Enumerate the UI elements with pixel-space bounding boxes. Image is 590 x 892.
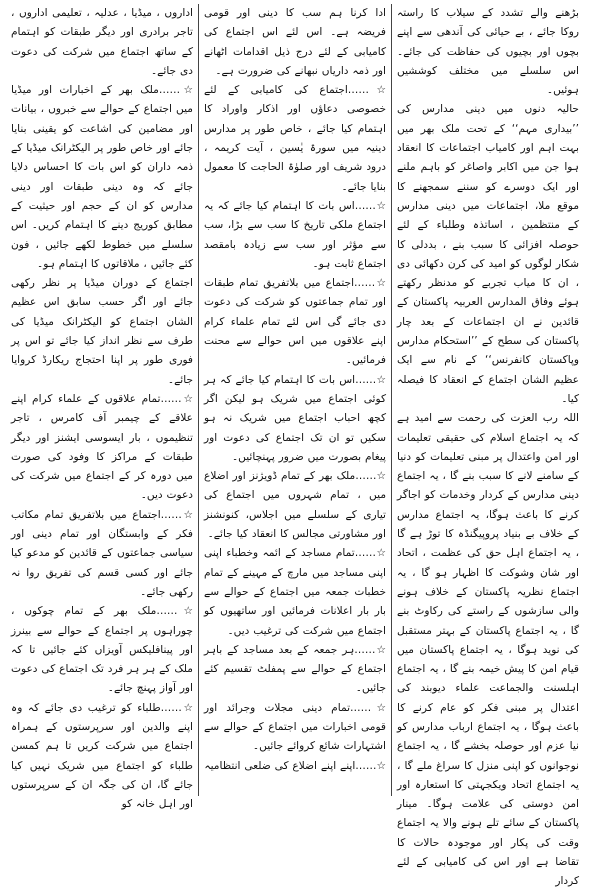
bullet-paragraph: ☆……اپنے اپنے اضلاع کی ضلعی انتظامیہ	[204, 759, 386, 772]
paragraph: اجتماع کے دوران میڈیا پر نظر رکھی جائے اور اگر حسب سابق اس عظیم الشان اجتماع کو الیکٹرانک میڈیا کی طرف سے نظر انداز کیا جائے تو اس پر فوری طور پر اپنا احتجاج ریکارڈ کروایا جائے۔	[11, 277, 193, 386]
bullet-paragraph: ☆……اجتماع میں بلاتفریق تمام مکاتب فکر کے وابستگان اور تمام دینی اور سیاسی جماعتوں کے قائدین کو مدعو کیا جائے اور کسی قسم کی تفریق روا نہ رکھی جائے۔	[11, 508, 193, 598]
paragraph: اللہ رب العزت کی رحمت سے امید ہے کہ یہ اجتماع اسلام کی حقیقی تعلیمات اور امن واعتدال پر مبنی تعلیمات کو دنیا کے سامنے لانے کا سبب بنے گا ، یہ اجتماع دینی مدارس کے کردار وخدمات کو اجاگر کرنے کا باعث ہوگا، یہ اجتماع مدارس کے خلاف بے بنیاد پروپیگنڈہ کا توڑ ہے گا ، یہ اجتماع اہل حق کی عظمت ، اتحاد اور شان وشوکت کا اظہار ہو گا ، یہ اجتماع نظریہ پاکستان کے خلاف ہونے والی سازشوں کے راستے کی رکاوٹ بنے گا ، یہ اجتماع پاکستان کے بہتر مستقبل کی نوید ہوگا ، یہ اجتماع پاکستان میں قیام امن کا پیش خیمہ بنے گا ، یہ اجتماع اہلسنت والجماعت علماء دیوبند کی اعتدال پر مبنی فکر کو عام کرنے کا باعث ہوگا ، یہ اجتماع ارباب مدارس کو نیا عزم اور حوصلہ بخشے گا ، یہ اجتماع نوجوانوں کو اپنی منزل کا سراغ ملے گا ، یہ اجتماع اتحاد ویکجہتی کا استعارہ اور امن دوستی کی علامت ہوگا۔ مینار پاکستان کے سائے تلے ہونے والا یہ اجتماع وقت کی پکار اور موجودہ حالات کا تقاضا ہے اور اس کی کامیابی کے لئے کردار	[397, 412, 579, 888]
bullet-paragraph: ☆……طلباء کو ترغیب دی جائے کہ وہ اپنے والدین اور سرپرستوں کے ہمراہ اجتماع میں شرکت کریں تا ہم کمسن طلباء کو اجتماع میں شریک نہیں کیا جائے گا، ان کی جگہ ان کے سرپرستوں اور اہل خانہ کو	[11, 701, 193, 811]
bullet-paragraph: ☆……اجتماع کی کامیابی کے لئے خصوصی دعاؤں اور اذکار واوراد کا اہتمام کیا جائے ، خاص طور پر مدارس دینیہ میں سورۃ یٰسین ، آیت کریمہ ، درود شریف اور صلوٰۃ الحاجت کا معمول بنایا جائے۔	[204, 84, 386, 193]
paragraph: حالیہ دنوں میں دینی مدارس کی ’’بیداری مہم‘‘ کے تحت ملک بھر میں بہت اہم اور کامیاب اجتماعات کا انعقاد ہوا جن میں اکابر واصاغر کو باہم ملنے اور ایک دوسرے کو سننے سمجھنے کا موقع ملا، اجتماعات میں دینی مدارس کے منتظمین ، اساتذہ وطلباء کے لئے حوصلہ افزائی کا سبب بنے ، بددلی کا شکار لوگوں کو امید کی کرن دکھائی دی ، ان کا میاب تجربے کو مدنظر رکھتے ہوئے وفاق المدارس العربیہ پاکستان کے قائدین نے ان اجتماعات کے بعد چار پاکستان کی سطح کے ’’استحکام مدارس وپاکستان کانفرنس‘‘ کے نام سے ایک عظیم الشان اجتماع کے انعقاد کا فیصلہ کیا۔	[397, 103, 579, 405]
bullet-paragraph: ☆……اس بات کا اہتمام کیا جائے کہ ہر کوئی اجتماع میں شریک ہو لیکن اگر کچھ احباب اجتماع میں شریک نہ ہو سکیں تو ان تک اجتماع کی دعوت اور پیغام بصورت میں ضرور پہنچائیں۔	[204, 373, 386, 463]
bullet-paragraph: ☆……ملک بھر کے اخبارات اور میڈیا میں اجتماع کے حوالے سے خبروں ، بیانات اور مضامین کی اشاعت کو یقینی بنایا جائے اور خاص طور پر الیکٹرانک میڈیا کے ذمہ داران کو اس بات کا احساس دلایا جائے کہ وہ دینی طبقات اور دینی مدارس کو ان کے حجم اور حیثیت کے مطابق کوریج دینے کا اہتمام کریں۔ اس سلسلے میں خطوط لکھے جائیں ، فون کئے جائیں ، ملاقاتوں کا اہتمام ہو۔	[11, 84, 193, 270]
bullet-paragraph: ☆……ملک بھر کے تمام ڈویژنز اور اضلاع میں ، تمام شہروں میں اجتماع کی تیاری کے سلسلے میں اجلاس، کنونشنز اور مشاورتی مجالس کا انعقاد کیا جائے۔	[204, 470, 386, 541]
bullet-paragraph: ☆……اس بات کا اہتمام کیا جائے کہ یہ اجتماع ملکی تاریخ کا سب سے بڑا، سب سے مؤثر اور سب سے زیادہ بامقصد اجتماع ثابت ہو۔	[204, 199, 386, 270]
bullet-paragraph: ☆……ہر جمعہ کے بعد مساجد کے باہر اجتماع کے حوالے سے پمفلٹ تقسیم کئے جائیں۔	[204, 643, 386, 695]
paragraph: بڑھنے والے تشدد کے سیلاب کا راستہ روکا جائے ، بے حیائی کی آندھی سے اپنے بچوں اور بچیوں کی حفاظت کی جائے۔ اس سلسلے میں مختلف کوششیں ہوئیں۔	[397, 7, 579, 97]
column-left	[6, 4, 199, 811]
column-middle	[199, 4, 392, 796]
bullet-paragraph: ☆……تمام مساجد کے ائمہ وخطباء اپنی اپنی مساجد میں مارچ کے مہینے کے تمام خطبات جمعہ میں اجتماع کے حوالے سے بار بار اعلانات فرمائیں اور ساتھیوں کو اجتماع میں شرکت کی ترغیب دیں۔	[204, 547, 386, 637]
paragraph: ادا کرنا ہم سب کا دینی اور قومی فریضہ ہے۔ اس لئے اس اجتماع کی کامیابی کے لئے درج ذیل اقدامات اٹھانے اور ذمہ داریاں نبھانے کی ضرورت ہے۔	[204, 7, 386, 77]
bullet-paragraph: ☆……تمام علاقوں کے علماء کرام اپنے علاقے کے چیمبر آف کامرس ، تاجر تنظیموں ، بار ایسوسی ایشنز اور دیگر طبقات کے مراکز کا وفود کی صورت میں دورہ کر کے اجتماع میں شرکت کی دعوت دیں۔	[11, 392, 193, 502]
bullet-paragraph: ☆……ملک بھر کے تمام چوکوں ، چوراہوں پر اجتماع کے حوالے سے بینرز اور پینافلیکس آویزاں کئے جائیں تا کہ ملک کے ہر ہر فرد تک اجتماع کی دعوت اور آواز پہنچ جائے۔	[11, 605, 193, 695]
bullet-paragraph: ☆……تمام دینی مجلات وجرائد اور قومی اخبارات میں اجتماع کے حوالے سے اشتہارات شائع کروائے جائیں۔	[204, 701, 386, 753]
column-right	[392, 4, 584, 888]
paragraph: اداروں ، میڈیا ، عدلیہ ، تعلیمی اداروں ، تاجر برادری اور دیگر طبقات کو اہتمام کے ساتھ اجتماع میں شرکت کی دعوت دی جائے۔	[11, 7, 193, 77]
bullet-paragraph: ☆……اجتماع میں بلاتفریق تمام طبقات اور تمام جماعتوں کو شرکت کی دعوت دی جائے گی اس لئے تمام علماء کرام اپنے علاقوں میں اس حوالے سے محنت فرمائیں۔	[204, 277, 386, 367]
